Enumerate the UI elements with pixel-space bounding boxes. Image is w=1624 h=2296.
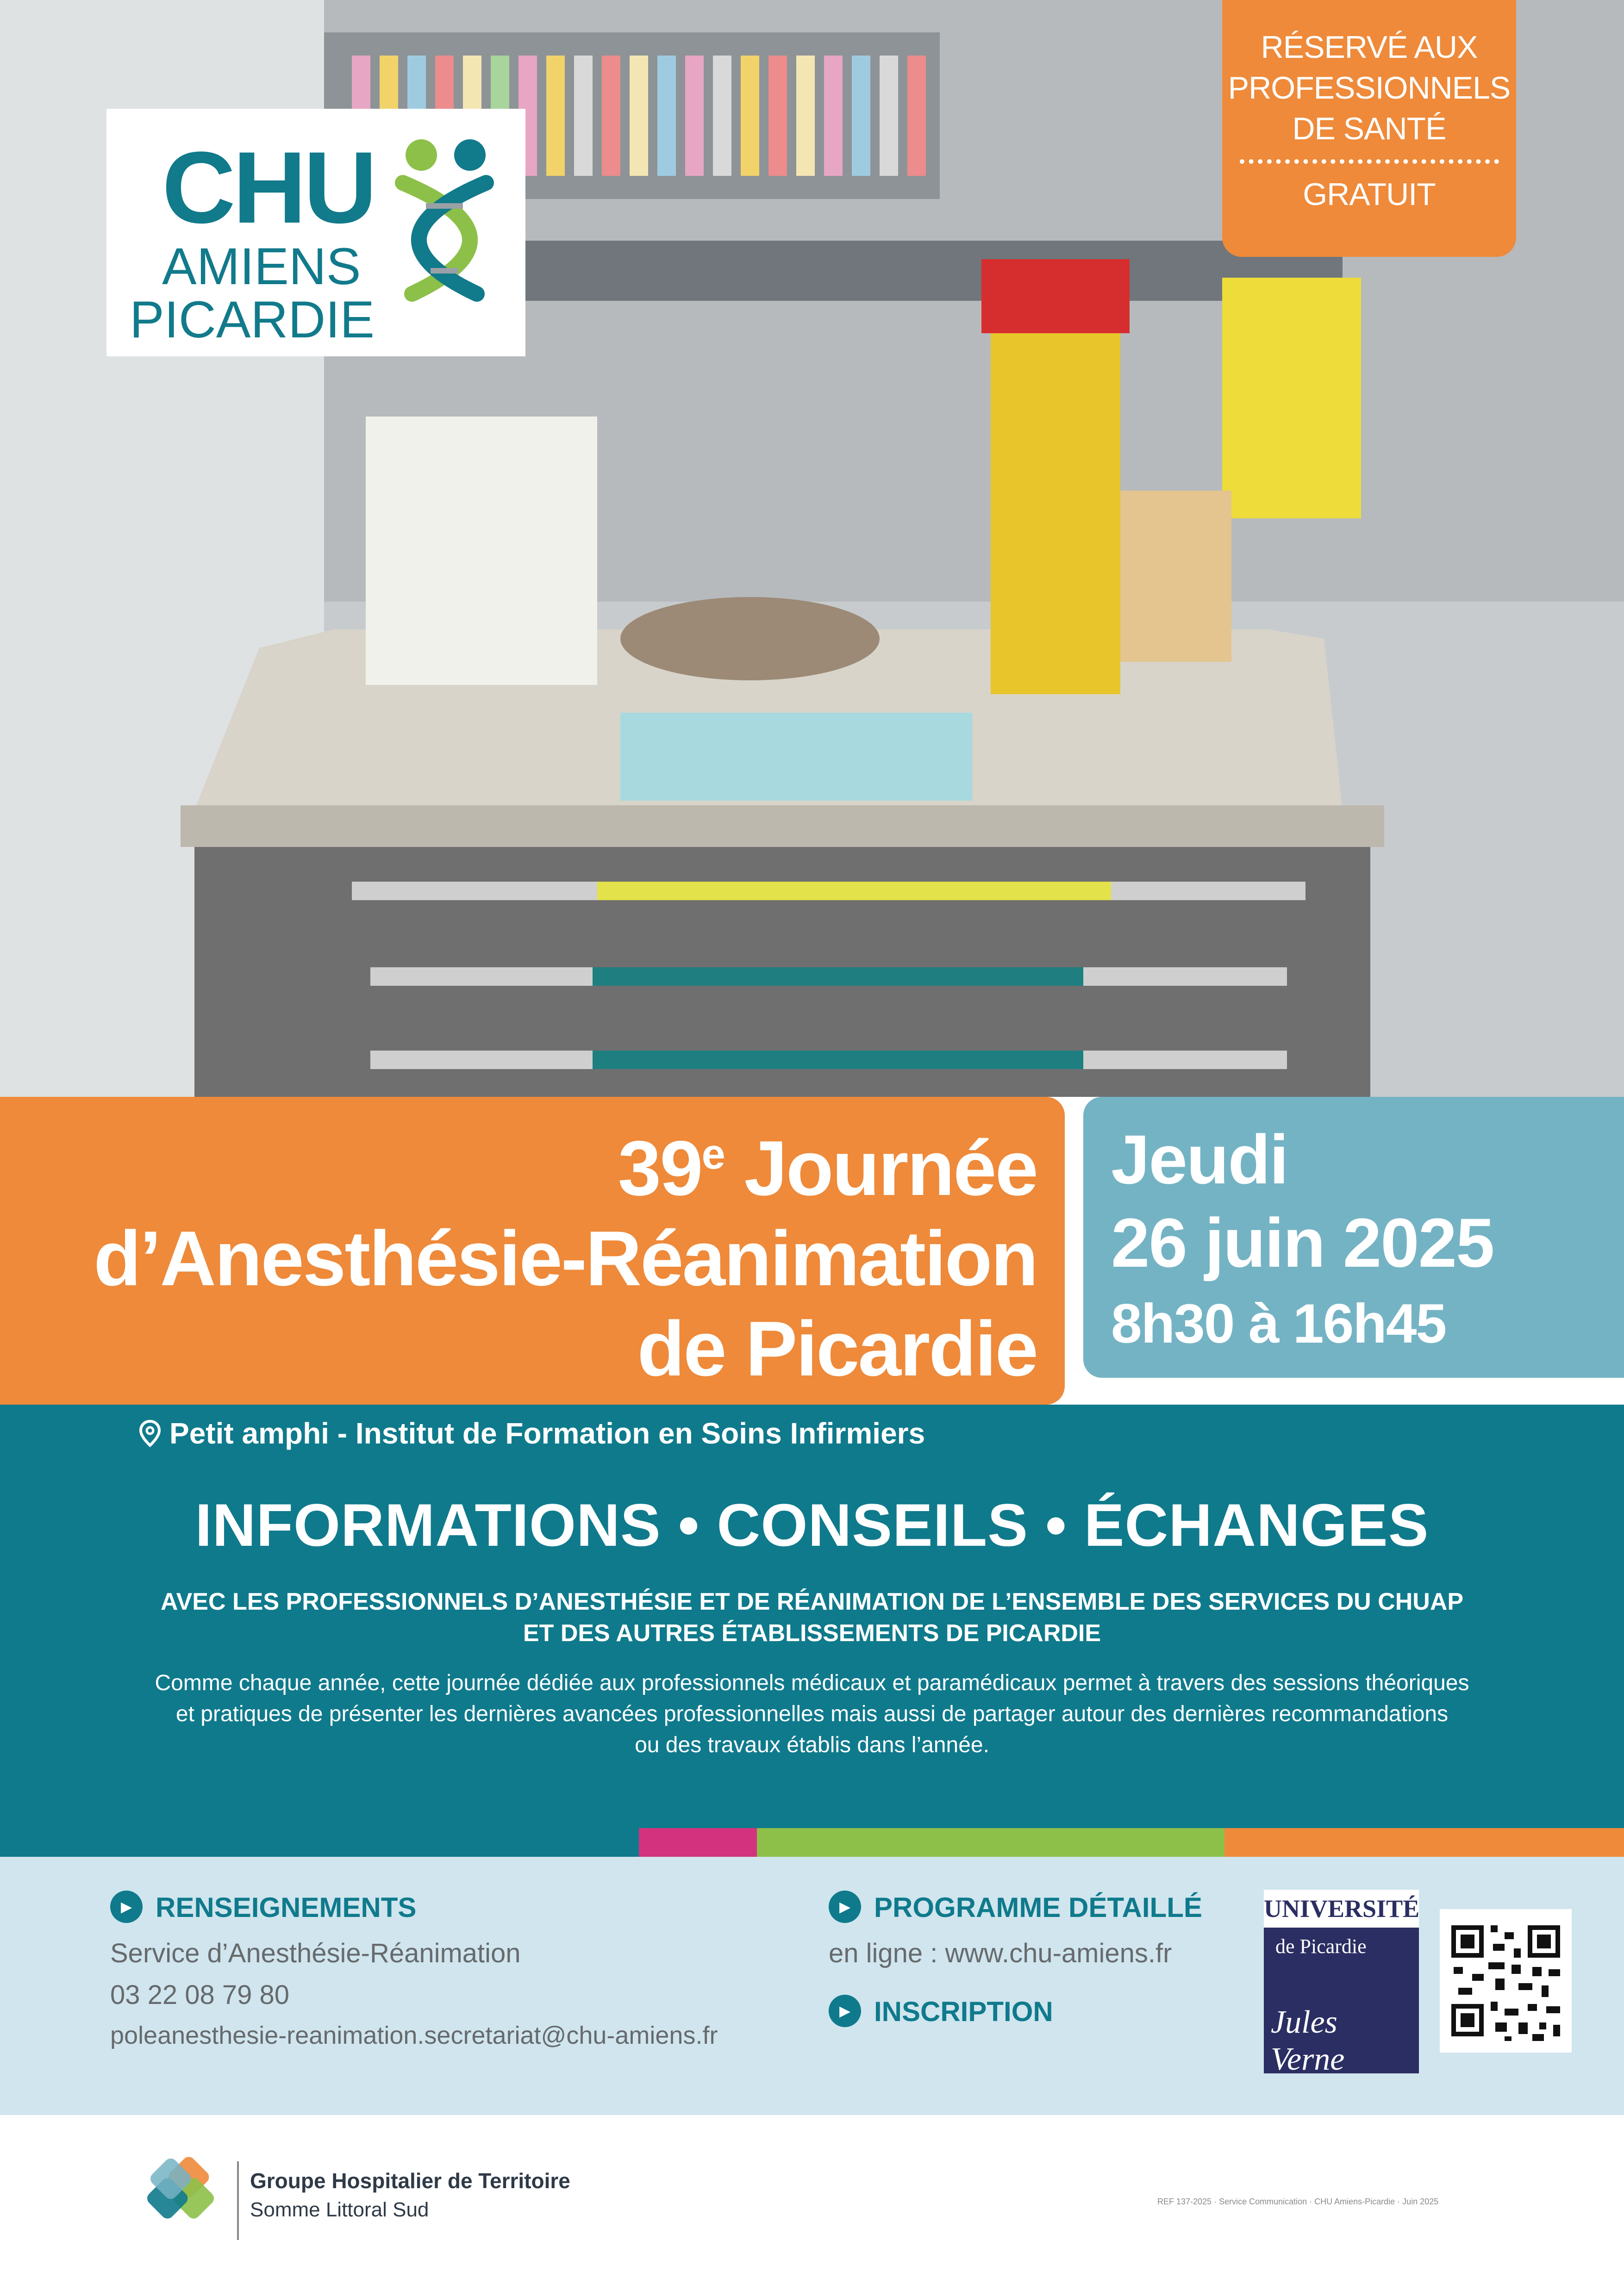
- title-ordinal: e: [701, 1131, 724, 1178]
- inscription-heading[interactable]: ▸INSCRIPTION: [829, 1996, 1053, 2030]
- badge-line-2: PROFESSIONNELS: [1228, 70, 1511, 106]
- chu-logo: [106, 109, 525, 356]
- badge-line-3: DE SANTÉ: [1292, 111, 1446, 146]
- color-strip: [0, 1828, 1624, 1857]
- event-date-box: [1083, 1097, 1624, 1378]
- qr-code-icon: [1440, 1909, 1572, 2053]
- footer-divider: [237, 2161, 239, 2240]
- event-date: 26 juin 2025: [1111, 1204, 1494, 1282]
- contact-phone[interactable]: 03 22 08 79 80: [110, 1980, 290, 2010]
- strip-orange: [1224, 1828, 1624, 1857]
- badge-dotted-divider: [1240, 159, 1499, 164]
- subheadline-line-2: ET DES AUTRES ÉTABLISSEMENTS DE PICARDIE: [523, 1620, 1101, 1647]
- arrow-circle-icon: [110, 1891, 143, 1923]
- programme-online-link[interactable]: en ligne : www.chu-amiens.fr: [829, 1938, 1172, 1968]
- university-logo: [1264, 1895, 1420, 2077]
- location-pin-icon: [139, 1419, 161, 1447]
- strip-pink: [639, 1828, 757, 1857]
- title-line-1: [618, 1125, 1037, 1212]
- title-line-3: de Picardie: [637, 1305, 1037, 1392]
- event-time: 8h30 à 16h45: [1111, 1293, 1446, 1355]
- renseignements-heading: ▸RENSEIGNEMENTS: [110, 1892, 416, 1926]
- location-text: Petit amphi - Institut de Formation en Soins Infirmiers: [169, 1417, 925, 1450]
- contact-service: Service d’Anesthésie-Réanimation: [110, 1938, 521, 1968]
- event-title-box: [0, 1097, 1065, 1405]
- title-line1-rest: Journée: [724, 1125, 1037, 1212]
- title-number: 39: [618, 1125, 702, 1212]
- logo-chu-text: CHU: [162, 131, 375, 244]
- strip-green: [757, 1828, 1224, 1857]
- university-name: UNIVERSITÉ: [1264, 1890, 1419, 1928]
- arrow-circle-icon: [829, 1995, 861, 2027]
- location-line: [139, 1416, 925, 1450]
- footer: [0, 2115, 1624, 2296]
- ght-name-line-2: Somme Littoral Sud: [250, 2198, 429, 2221]
- description-line-3: ou des travaux établis dans l’année.: [635, 1733, 989, 1757]
- ght-name-line-1: Groupe Hospitalier de Territoire: [250, 2169, 570, 2193]
- reference-text: REF 137-2025 · Service Communication · CHU Amiens-Picardie · Juin 2025: [1157, 2197, 1439, 2206]
- reserved-badge: [1222, 0, 1516, 257]
- logo-picardie-text: PICARDIE: [130, 291, 375, 348]
- description-line-1: Comme chaque année, cette journée dédiée aux professionnels médicaux et paramédicaux permet à travers des sessions théoriques: [155, 1671, 1469, 1695]
- qr-code[interactable]: [1440, 1909, 1572, 2053]
- contact-email[interactable]: poleanesthesie-reanimation.secretariat@chu-amiens.fr: [110, 2022, 718, 2049]
- ght-logo-icon: [134, 2152, 227, 2245]
- university-signature: Jules Verne: [1271, 2004, 1345, 2077]
- strip-teal: [0, 1828, 639, 1857]
- headline: INFORMATIONS • CONSEILS • ÉCHANGES: [195, 1491, 1429, 1559]
- event-day: Jeudi: [1111, 1120, 1288, 1198]
- info-band: [0, 1405, 1624, 1828]
- badge-line-1: RÉSERVÉ AUX: [1261, 30, 1478, 65]
- university-subname: de Picardie: [1275, 1935, 1367, 1958]
- badge-free-label: GRATUIT: [1303, 177, 1436, 212]
- dna-people-icon: [384, 137, 505, 331]
- title-line-2: d’Anesthésie-Réanimation: [94, 1215, 1037, 1302]
- arrow-circle-icon: [829, 1891, 861, 1923]
- description-line-2: et pratiques de présenter les dernières avancées professionnelles mais aussi de partager autour des dernières recommandations: [175, 1702, 1449, 1726]
- programme-heading: ▸PROGRAMME DÉTAILLÉ: [829, 1892, 1202, 1926]
- logo-amiens-text: AMIENS: [162, 237, 361, 295]
- subheadline-line-1: AVEC LES PROFESSIONNELS D’ANESTHÉSIE ET DE RÉANIMATION DE L’ENSEMBLE DES SERVICES DU CHUAP: [160, 1588, 1464, 1615]
